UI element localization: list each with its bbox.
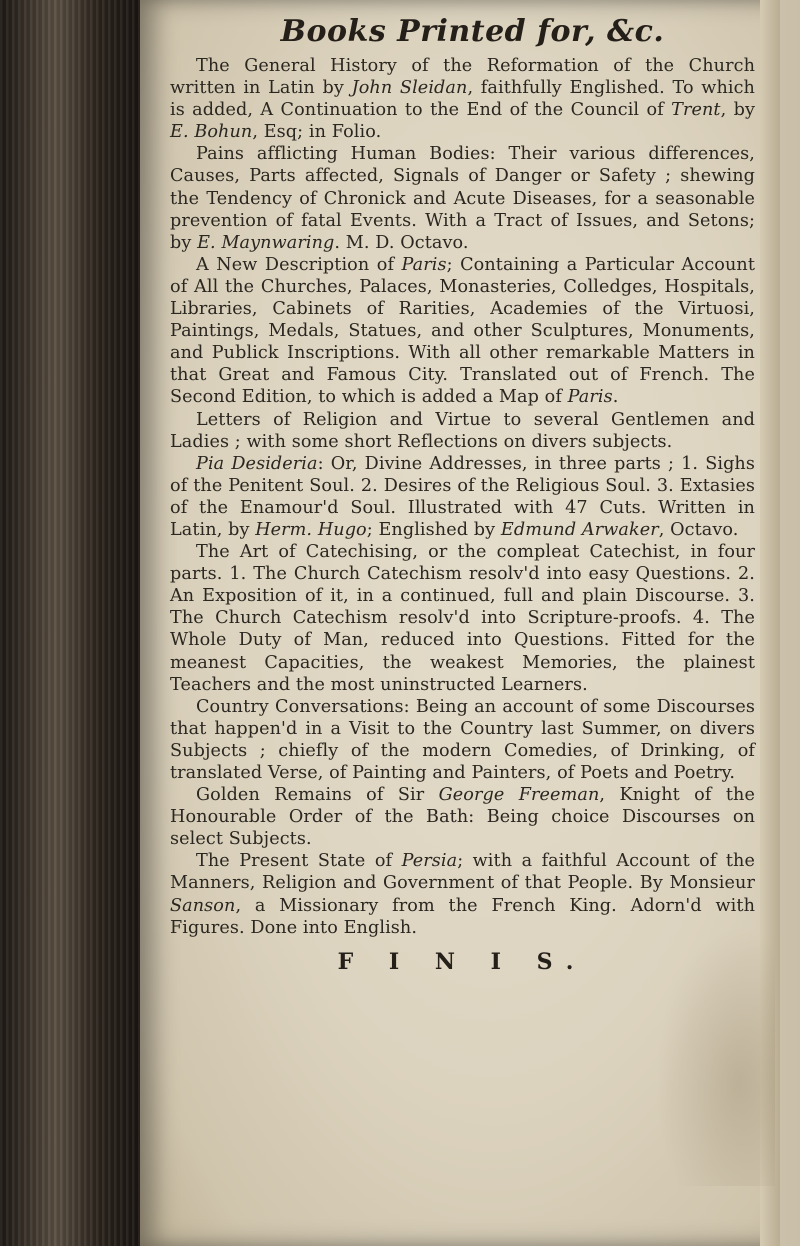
running-head: Books Printed for, &c. bbox=[280, 14, 665, 49]
entry-state-of-persia: The Present State of Persia; with a faithful Account of the Manners, Religion and Government of that People. By Monsieur Sanson, a Missionary from the French King. Adorn'd with Figures. Done into English. bbox=[170, 851, 755, 938]
title-name: Pia Desideria bbox=[196, 453, 318, 474]
place-name: Paris bbox=[401, 254, 447, 275]
place-name: Paris bbox=[567, 387, 613, 408]
translator-name: Edmund Arwaker bbox=[500, 519, 659, 540]
entry-description-of-paris: A New Description of Paris; Containing a Particular Account of All the Churches, Palaces, Monasteries, Colledges, Hospitals, Libraries, Cabinets of Rarities, Academies of the Virtuosi, Paintings, Medals, Statues, and other Sculptures, Monuments, and Publick Inscriptions. With all other remarkable Matters in that Great and Famous City. Translated out of French. The Second Edition, to which is added a Map of Paris. bbox=[170, 254, 755, 408]
finis-mark: F I N I S. bbox=[337, 948, 588, 975]
entry-letters-of-religion: Letters of Religion and Virtue to several Gentlemen and Ladies ; with some short Reflections on divers subjects. bbox=[170, 409, 755, 452]
entry-golden-remains: Golden Remains of Sir George Freeman, Knight of the Honourable Order of the Bath: Being choice Discourses on select Subjects. bbox=[170, 785, 755, 850]
entry-art-of-catechising: The Art of Catechising, or the compleat Catechist, in four parts. 1. The Church Catechism resolv'd into easy Questions. 2. An Exposition of it, in a continued, full and plain Discourse. 3. The Church Catechism resolv'd into Scripture-proofs. 4. The Whole Duty of Man, reduced into Questions. Fitted for the meanest Capacities, the weakest Memories, the plainest Teachers and the most uninstructed Learners. bbox=[170, 542, 755, 695]
author-name: E. Maynwaring bbox=[197, 232, 335, 253]
author-name: Herm. Hugo bbox=[255, 519, 367, 540]
place-name: Persia bbox=[401, 851, 458, 872]
author-name: E. Bohun bbox=[170, 122, 253, 143]
author-name: Sanson bbox=[170, 895, 236, 916]
entry-pains-afflicting: Pains afflicting Human Bodies: Their various differences, Causes, Parts affected, Signals of Danger or Safety ; shewing the Tendency of Chronick and Acute Diseases, for a seasonable prevention of fatal Events. With a Tract of Issues, and Setons; by E. Maynwaring. M. D. Octavo. bbox=[170, 144, 755, 253]
entry-pia-desideria: Pia Desideria: Or, Divine Addresses, in three parts ; 1. Sighs of the Penitent Soul. 2. Desires of the Religious Soul. 3. Extasies of the Enamour'd Soul. Illustrated with 47 Cuts. Written in Latin, by Herm. Hugo; Englished by Edmund Arwaker, Octavo. bbox=[170, 453, 755, 540]
place-name: Trent bbox=[671, 100, 721, 121]
author-name: George Freeman bbox=[438, 785, 600, 806]
entry-country-conversations: Country Conversations: Being an account of some Discourses that happen'd in a Visit to the Country last Summer, on divers Subjects ; chiefly of the modern Comedies, of Drinking, of translated Verse, of Painting and Painters, of Poets and Poetry. bbox=[170, 696, 755, 783]
author-name: John Sleidan bbox=[351, 78, 468, 99]
page-content bbox=[170, 14, 755, 975]
book-gutter bbox=[0, 0, 140, 1246]
entry-sleidan-reformation: The General History of the Reformation of the Church written in Latin by John Sleidan, faithfully Englished. To which is added, A Continuation to the End of the Council of Trent, by E. Bohun, Esq; in Folio. bbox=[170, 56, 755, 143]
